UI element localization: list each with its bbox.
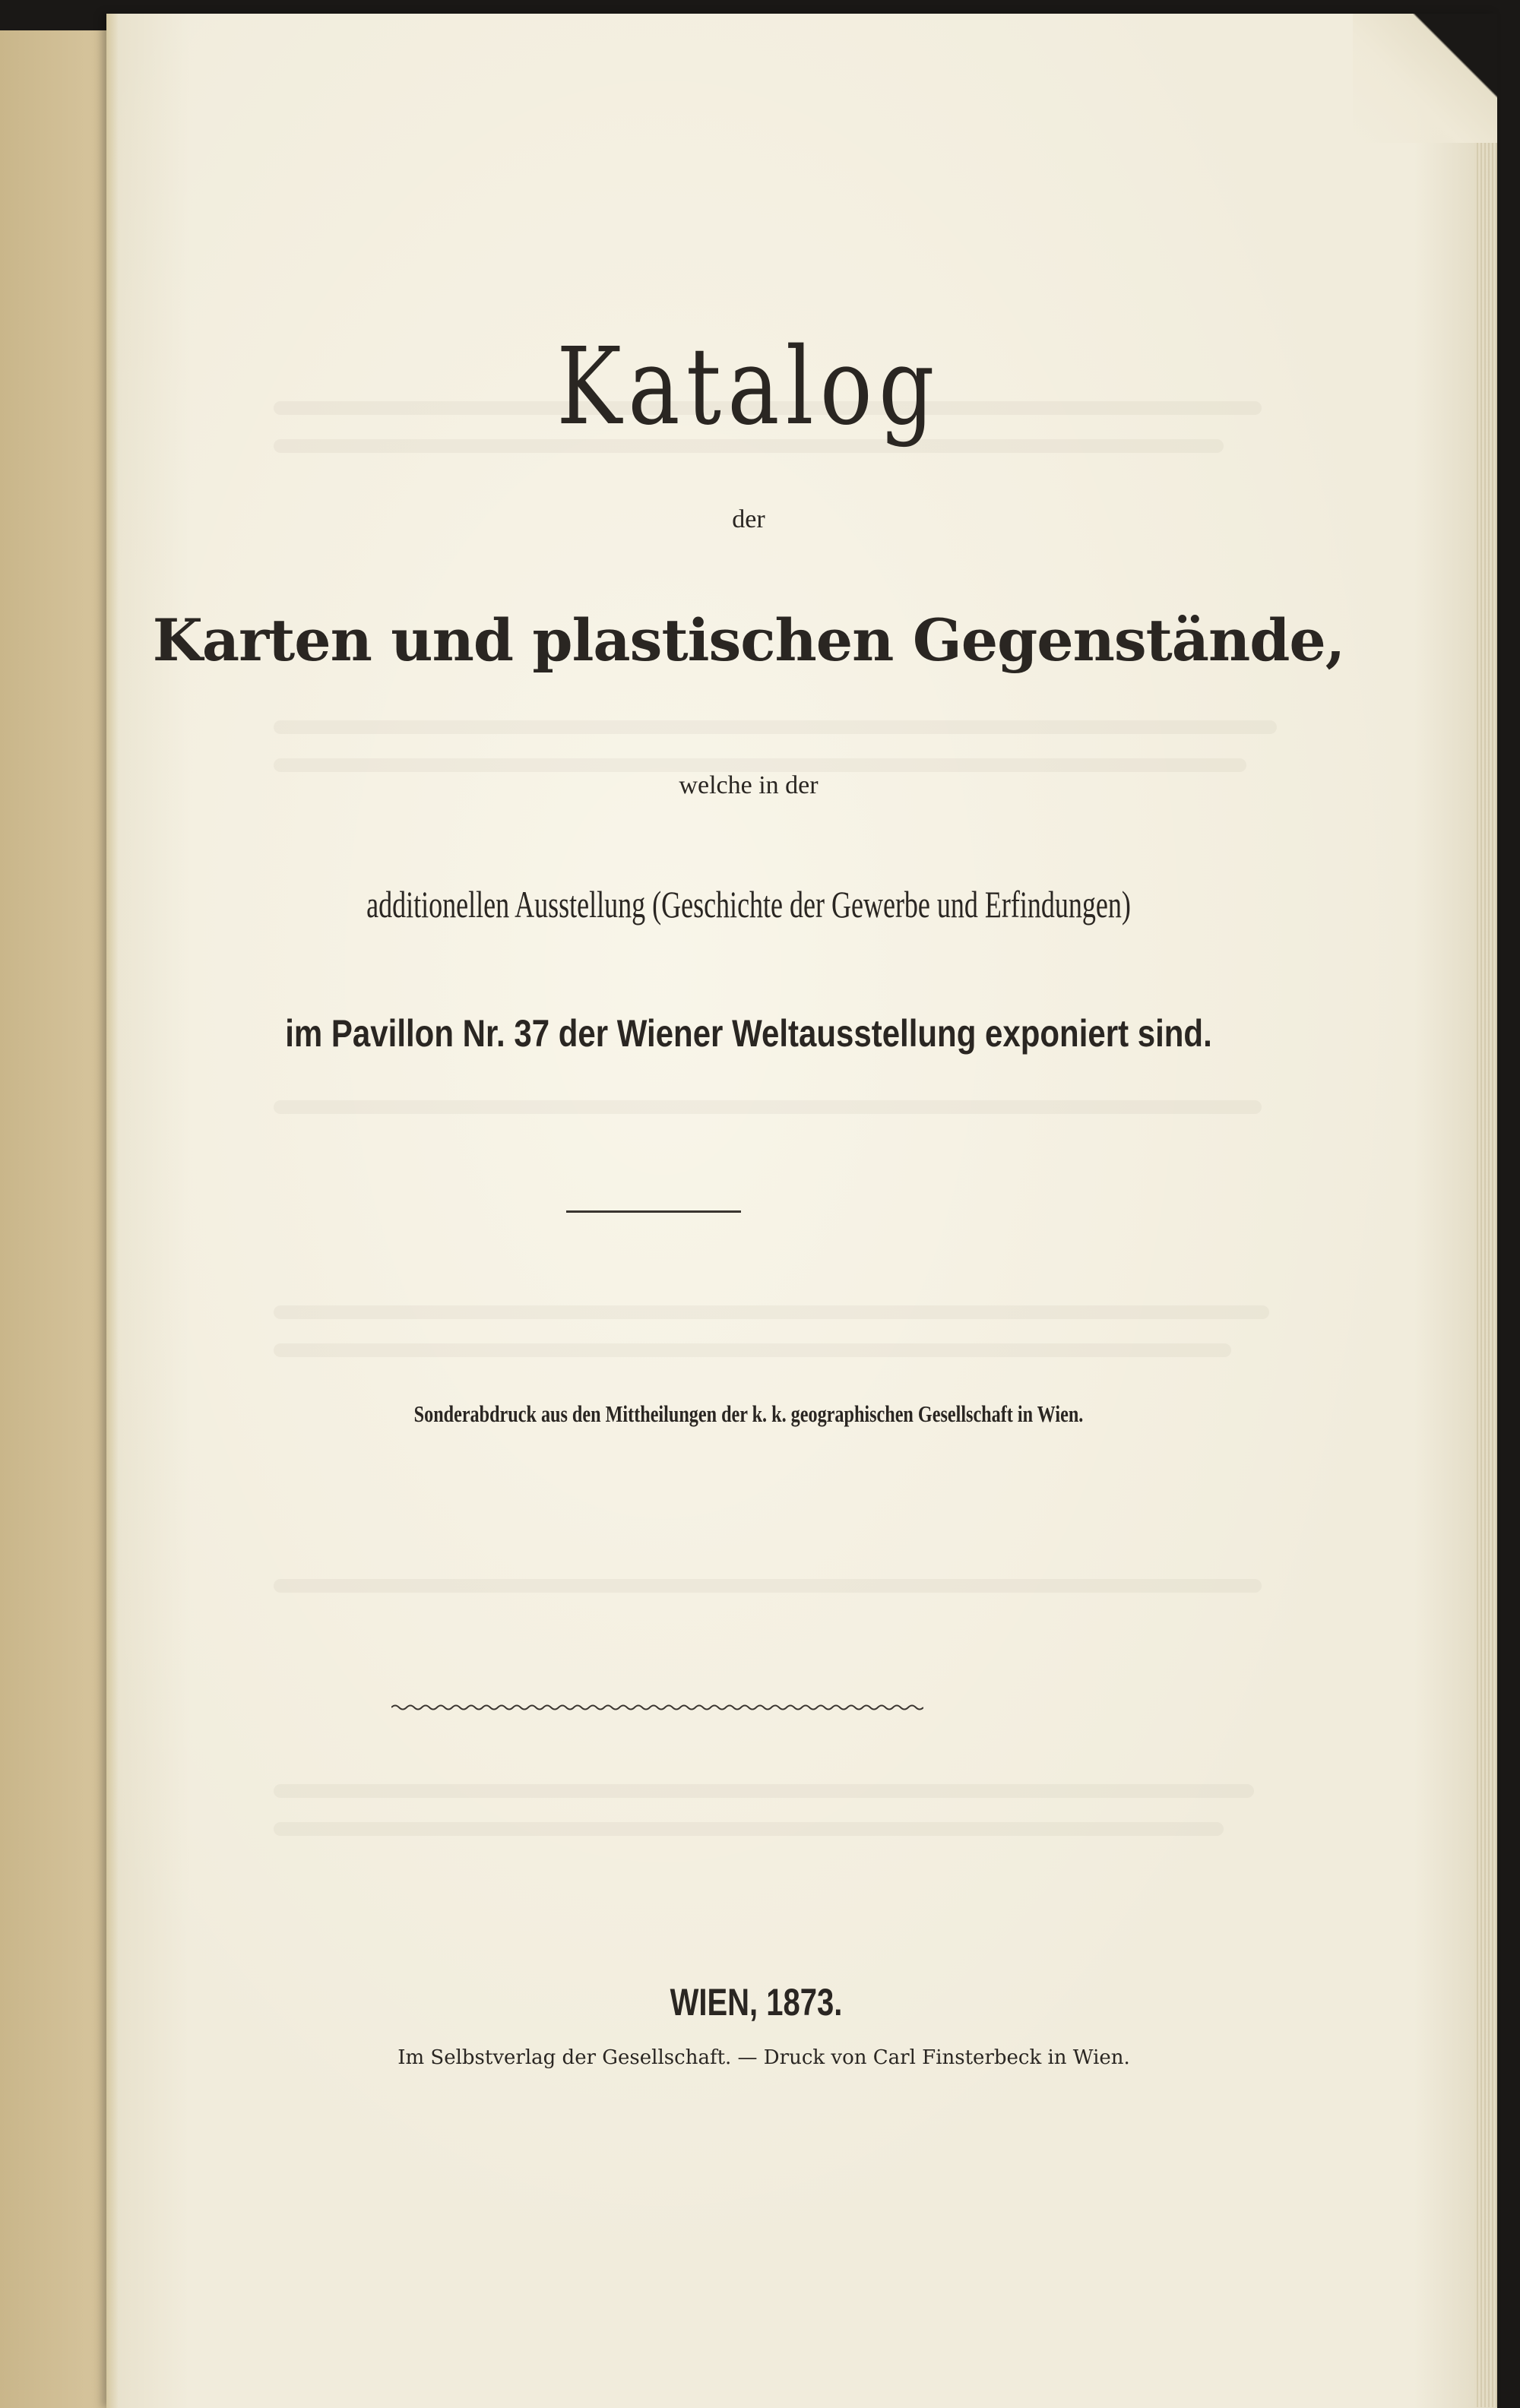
reprint-note: Sonderabdruck aus den Mittheilungen der k. k. geographischen Gesellschaft in Wien. xyxy=(413,1400,1084,1427)
divider-rule xyxy=(566,1210,741,1213)
place-and-year: WIEN, 1873. xyxy=(670,1981,843,2024)
bleed-through-line xyxy=(274,1784,1254,1798)
bleed-through-line xyxy=(274,1822,1224,1836)
exhibition-line: additionellen Ausstellung (Geschichte der Gewerbe und Erfindungen) xyxy=(366,883,1131,926)
page-stack-edge xyxy=(1474,128,1497,2407)
bleed-through-line xyxy=(274,720,1277,734)
bleed-through-line xyxy=(274,1579,1262,1593)
bleed-through-line xyxy=(274,1100,1262,1114)
worn-corner xyxy=(1353,14,1497,143)
connector-welche: welche in der xyxy=(679,771,819,799)
wavy-divider xyxy=(391,1702,923,1713)
bleed-through-line xyxy=(274,758,1246,772)
publisher-imprint: Im Selbstverlag der Gesellschaft. — Druck von Carl Finsterbeck in Wien. xyxy=(397,2046,1130,2069)
bleed-through-line xyxy=(274,1343,1231,1357)
catalog-subject: Karten und plastischen Gegenstände, xyxy=(152,606,1345,674)
bleed-through-line xyxy=(274,1305,1269,1319)
page-title: Katalog xyxy=(556,325,941,449)
connector-der: der xyxy=(732,505,765,533)
location-line: im Pavillon Nr. 37 der Wiener Weltausstellung exponiert sind. xyxy=(285,1012,1212,1055)
